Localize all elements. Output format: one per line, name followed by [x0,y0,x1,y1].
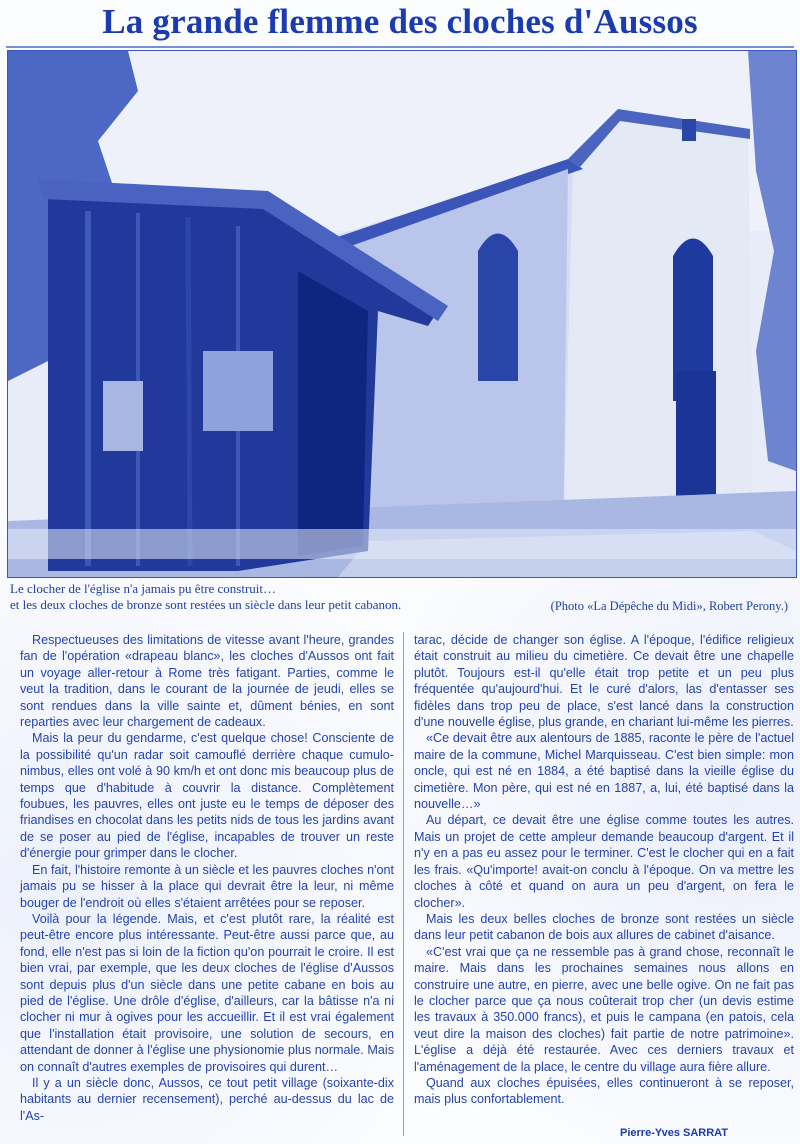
author-signature: Pierre-Yves SARRAT [620,1127,729,1139]
paragraph: «Ce devait être aux alentours de 1885, raconte le père de l'actuel maire de la commune, Michel Marquisseau. C'est bien simple: mon oncle, qui est né en 1884, a été baptisé dans la vieille église du cimetière. Mon père, qui est né en 1887, a, lui, été baptisé dans la nouvelle…» [414,731,794,812]
paragraph: Il y a un siècle donc, Aussos, ce tout petit village (soixante-dix habitants au dernier recensement), perché au-dessus du lac de l'As- [20,1075,394,1123]
paragraph: Voilà pour la légende. Mais, et c'est plutôt rare, la réalité est peut-être encore plus intéressante. Peut-être aussi parce que, au fond, elle n'est pas si loin de la fiction qu'on pourrait le croire. Il est bien vrai, par exemple, que les deux cloches de l'église d'Aussos sont depuis plus d'un siècle dans une petite cabane en bois au pied de l'église. Une drôle d'église, d'ailleurs, car la bâtisse n'a ni clocher ni mur à ogives pour les accueillir. Et il est vrai également que l'installation était provisoire, une solution de secours, en attendant de donner à l'église une physionomie plus normale. Mais on connaît d'autres exemples de provisoires qui durent… [20,911,394,1074]
church-photo-illustration [8,51,796,577]
paragraph: Respectueuses des limitations de vitesse avant l'heure, grandes fan de l'opération «drapeau blanc», les cloches d'Aussos ont fait un voyage aller-retour à Rome très fatigant. Parties, comme le veut la tradition, dans le courant de la journée de jeudi, elles se sont rendues dans la ville sainte et, dûment bénies, en sont reparties avec leur chargement de cadeaux. [20,633,394,730]
photo-credit: (Photo «La Dépêche du Midi», Robert Perony.) [550,599,788,613]
column-divider [403,632,404,1136]
caption-line-2: et les deux cloches de bronze sont restées un siècle dans leur petit cabanon. [10,597,402,612]
paragraph: Quand aux cloches épuisées, elles continueront à se reposer, mais plus confortablement. [414,1075,794,1107]
paragraph: Mais les deux belles cloches de bronze sont restées un siècle dans leur petit cabanon de bois aux allures de cabinet d'aisance. [414,911,794,943]
paragraph: tarac, décide de changer son église. A l'époque, l'édifice religieux était construit au milieu du cimetière. Ce devait être une chapelle plutôt. Toujours est-il qu'elle était trop petite et un peu plus fréquentée qu'aujourd'hui. Et le curé d'alors, las d'entasser ses fidèles dans trop peu de place, s'est lancé dans la construction d'une nouvelle église, plus grande, en chariant lui-même les pierres. [414,633,794,730]
paragraph: Mais la peur du gendarme, c'est quelque chose! Consciente de la possibilité qu'un radar soit camouflé derrière chaque cumulo-nimbus, elles ont volé à 90 km/h et ont donc mis beaucoup plus de temps que d'habitude à couvrir la distance. Complètement foubues, les pauvres, elles ont juste eu le temps de déposer des friandises en chocolat dans les petits nids de tous les jardins avant de se poser au pied de l'église, incapables de trouver un reste d'énergie pour grimper dans le clocher. [20,731,394,861]
headline: La grande flemme des cloches d'Aussos [102,2,698,41]
paragraph: «C'est vrai que ça ne ressemble pas à grand chose, reconnaît le maire. Mais dans les prochaines semaines nous allons en construire une autre, en pierre, avec une belle ogive. On ne fait pas le clocher parce que ça nous coûterait trop cher (un devis estime les travaux à 350.000 francs), et puis le campana (en patois, cela veut dire la maison des cloches) fait partie de notre patrimoine». L'église a déjà été restaurée. Avec ces derniers travaux et l'aménagement de la place, le centre du village aura fière allure. [414,944,794,1074]
photo-caption [10,581,790,617]
paragraph: En fait, l'histoire remonte à un siècle et les pauvres cloches n'ont jamais pu se hisser à la place qui devrait être la leur, ni même bouger de l'endroit où elles s'étaient arrêtées pour se reposer. [20,862,394,910]
headline-rule [6,46,794,48]
article-column-right [414,632,794,1108]
caption-line-1: Le clocher de l'église n'a jamais pu être construit… [10,581,277,596]
paragraph: Au départ, ce devait être une église comme toutes les autres. Mais un projet de cette ampleur demande beaucoup d'argent. Et il n'y en a pas eu assez pour le terminer. C'est le clocher qui en a fait les frais. «Qu'importe! avait-on conclu à l'époque. On va mettre les cloches à côté et quand on aura un peu d'argent, on fera le clocher». [414,813,794,910]
article-column-left [20,632,394,1124]
church-photo [7,50,797,578]
